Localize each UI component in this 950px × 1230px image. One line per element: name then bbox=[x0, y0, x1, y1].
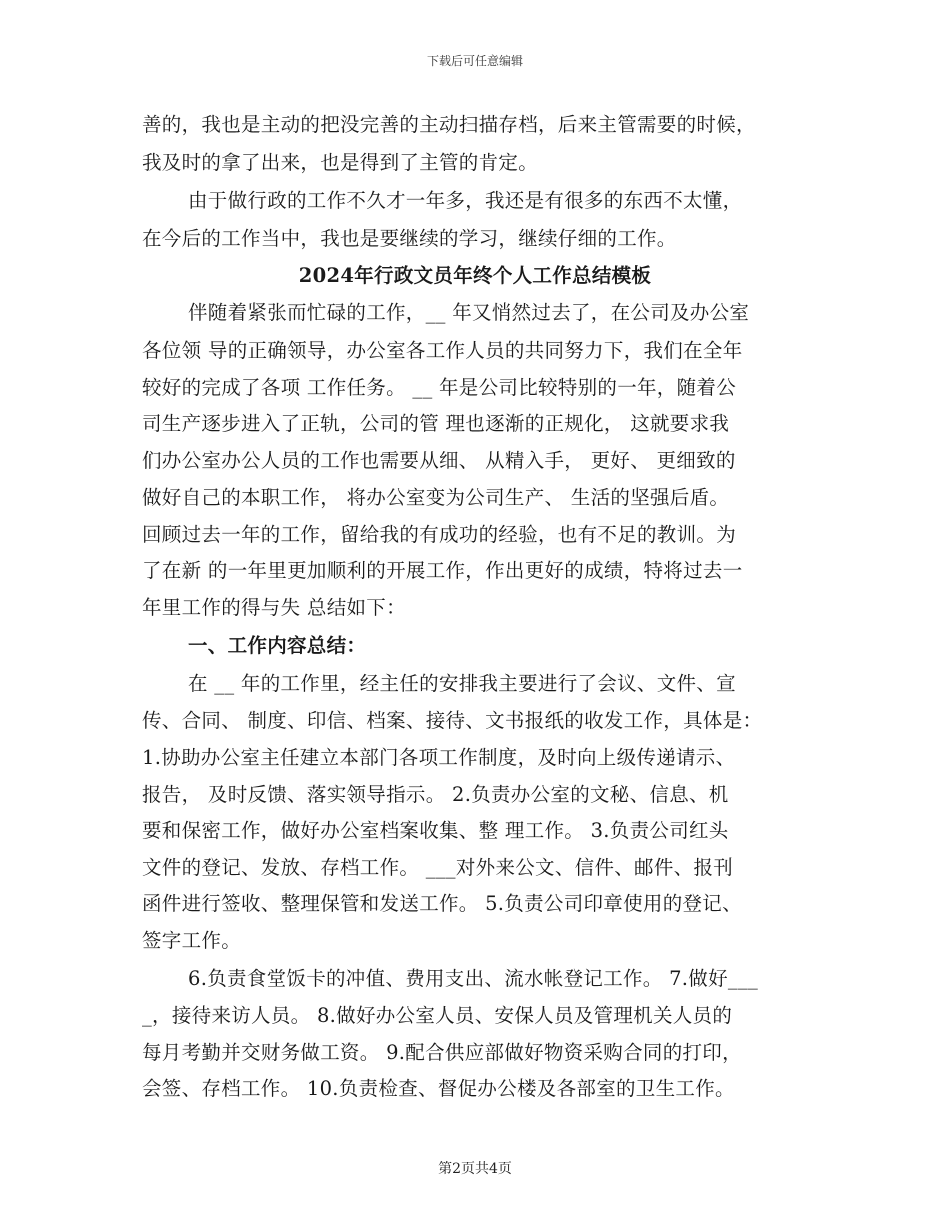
section-heading: 一、工作内容总结： bbox=[188, 634, 367, 657]
text-line: 伴随着紧张而忙碌的工作，__ 年又悄然过去了，在公司及办公室 bbox=[188, 301, 750, 324]
text-line: 了在新 的一年里更加顺利的开展工作，作出更好的成绩，特将过去一 bbox=[142, 559, 743, 582]
text-line: 报告， 及时反馈、落实领导指示。 2.负责办公室的文秘、信息、机 bbox=[142, 783, 729, 806]
text-line: 签字工作。 bbox=[142, 929, 242, 952]
text-line: 们办公室办公人员的工作也需要从细、 从精入手， 更好、 更细致的 bbox=[142, 449, 736, 472]
text-line: 善的，我也是主动的把没完善的主动扫描存档，后来主管需要的时候， bbox=[142, 113, 756, 136]
page-header-note: 下载后可任意编辑 bbox=[426, 54, 523, 68]
text-line: 1.协助办公室主任建立本部门各项工作制度，及时向上级传递请示、 bbox=[142, 746, 736, 769]
text-line: 做好自己的本职工作， 将办公室变为公司生产、 生活的坚强后盾。 bbox=[142, 486, 730, 509]
text-line: 年里工作的得与失 总结如下： bbox=[142, 596, 406, 619]
text-line: 在 __ 年的工作里，经主任的安排我主要进行了会议、文件、宣 bbox=[188, 672, 736, 695]
page-number: 第2页共4页 bbox=[438, 1161, 512, 1177]
text-line: 回顾过去一年的工作，留给我的有成功的经验，也有不足的教训。为 bbox=[142, 523, 737, 546]
text-line: 文件的登记、发放、存档工作。 ___对外来公文、信件、邮件、报刊 bbox=[142, 856, 734, 879]
text-line: 会签、存档工作。 10.负责检查、督促办公楼及各部室的卫生工作。 bbox=[142, 1077, 735, 1100]
text-line: 要和保密工作，做好办公室档案收集、整 理工作。 3.负责公司红头 bbox=[142, 819, 729, 842]
text-line: 6.负责食堂饭卡的冲值、费用支出、流水帐登记工作。 7.做好___ bbox=[188, 967, 759, 990]
text-line: 各位领 导的正确领导，办公室各工作人员的共同努力下，我们在全年 bbox=[142, 339, 743, 362]
text-line: 司生产逐步进入了正轨，公司的管 理也逐渐的正规化， 这就要求我 bbox=[142, 412, 730, 435]
text-line: 每月考勤并交财务做工资。 9.配合供应部做好物资采购合同的打印， bbox=[142, 1041, 742, 1064]
text-line: _，接待来访人员。 8.做好办公室人员、安保人员及管理机关人员的 bbox=[142, 1004, 733, 1027]
text-line: 较好的完成了各项 工作任务。 __ 年是公司比较特别的一年，随着公 bbox=[142, 376, 736, 399]
text-line: 在今后的工作当中，我也是要继续的学习，继续仔细的工作。 bbox=[142, 227, 677, 250]
text-line: 函件进行签收、整理保管和发送工作。 5.负责公司印章使用的登记、 bbox=[142, 892, 742, 915]
text-line: 由于做行政的工作不久才一年多，我还是有很多的东西不太懂， bbox=[188, 189, 743, 212]
text-line: 我及时的拿了出来，也是得到了主管的肯定。 bbox=[142, 151, 539, 174]
text-line: 传、合同、 制度、印信、档案、接待、文书报纸的收发工作，具体是： bbox=[142, 709, 763, 732]
document-title: 2024年行政文员年终个人工作总结模板 bbox=[298, 264, 652, 287]
